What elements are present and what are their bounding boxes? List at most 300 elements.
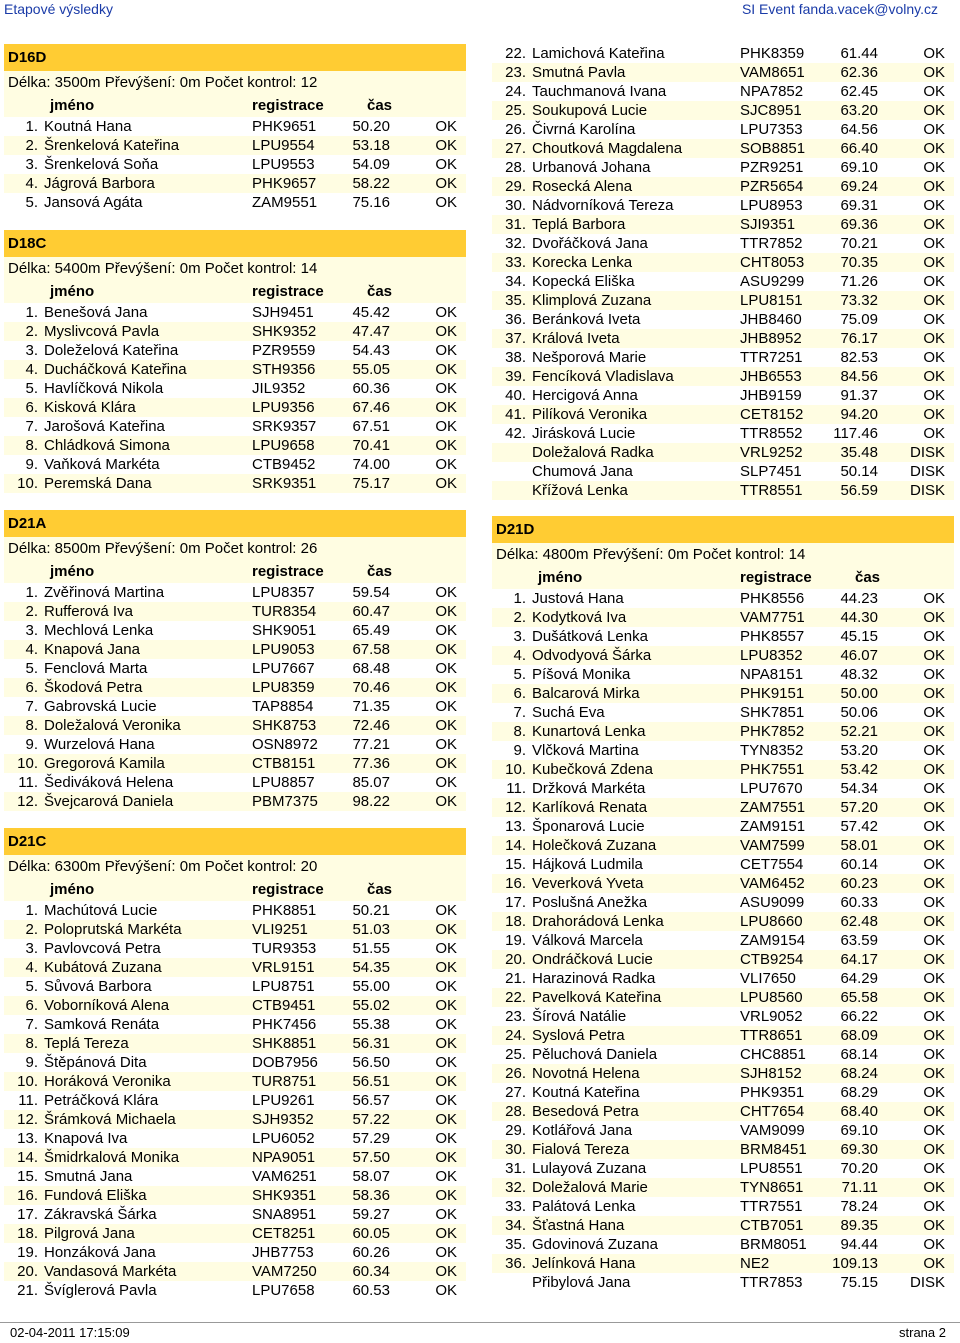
- registration: VLI9251: [252, 921, 308, 938]
- registration: JHB9159: [740, 387, 802, 404]
- column-headers: [4, 879, 466, 901]
- column-header-reg: registrace: [252, 97, 324, 114]
- column-header-name: jméno: [538, 569, 583, 586]
- runner-name: Šrenkelová Soňa: [44, 156, 159, 173]
- time: 67.51: [352, 418, 390, 435]
- rank: 5.: [25, 380, 38, 397]
- category-title: D16D: [4, 44, 466, 71]
- registration: TTR7853: [740, 1274, 803, 1291]
- runner-name: Fialová Tereza: [532, 1141, 630, 1158]
- rank: 24.: [505, 1027, 526, 1044]
- result-row: [492, 969, 954, 988]
- time: 70.35: [840, 254, 878, 271]
- runner-name: Pilgrová Jana: [44, 1225, 135, 1242]
- status: OK: [435, 1206, 457, 1223]
- result-row: [4, 1015, 466, 1034]
- runner-name: Gabrovská Lucie: [44, 698, 157, 715]
- status: OK: [435, 361, 457, 378]
- column-header-time: čas: [367, 283, 393, 300]
- registration: NPA8151: [740, 666, 804, 683]
- result-row: [492, 950, 954, 969]
- runner-name: Wurzelová Hana: [44, 736, 155, 753]
- time: 73.32: [840, 292, 878, 309]
- runner-name: Soukupová Lucie: [532, 102, 648, 119]
- category-0: [4, 44, 466, 212]
- result-row: [492, 988, 954, 1007]
- status: OK: [923, 837, 945, 854]
- rank: 32.: [505, 1179, 526, 1196]
- result-row: [4, 1205, 466, 1224]
- rank: 29.: [505, 1122, 526, 1139]
- status: OK: [435, 156, 457, 173]
- time: 68.14: [840, 1046, 878, 1063]
- status: OK: [923, 894, 945, 911]
- status: OK: [923, 216, 945, 233]
- column-header-time: čas: [367, 881, 393, 898]
- rank: 3.: [25, 156, 38, 173]
- time: 76.17: [840, 330, 878, 347]
- runner-name: Havlíčková Nikola: [44, 380, 164, 397]
- result-row: [4, 1034, 466, 1053]
- runner-name: Pěluchová Daniela: [532, 1046, 658, 1063]
- status: OK: [435, 1092, 457, 1109]
- rank: 16.: [505, 875, 526, 892]
- time: 62.36: [840, 64, 878, 81]
- registration: ASU9299: [740, 273, 805, 290]
- time: 71.11: [841, 1179, 878, 1196]
- result-row: [492, 874, 954, 893]
- runner-name: Smutná Jana: [44, 1168, 133, 1185]
- time: 67.58: [352, 641, 390, 658]
- rank: 17.: [505, 894, 526, 911]
- result-row: [4, 1224, 466, 1243]
- runner-name: Šťastná Hana: [532, 1217, 625, 1234]
- rank: 26.: [505, 121, 526, 138]
- rank: 4.: [25, 641, 38, 658]
- result-row: [4, 1167, 466, 1186]
- time: 94.20: [840, 406, 878, 423]
- time: 109.13: [832, 1255, 878, 1272]
- registration: VAM8651: [740, 64, 805, 81]
- status: DISK: [909, 1274, 945, 1291]
- runner-name: Veverková Yveta: [532, 875, 644, 892]
- result-row: [492, 1159, 954, 1178]
- rank: 40.: [505, 387, 526, 404]
- result-row: [4, 621, 466, 640]
- runner-name: Tauchmanová Ivana: [532, 83, 667, 100]
- runner-name: Jelínková Hana: [532, 1255, 636, 1272]
- rank: 27.: [505, 1084, 526, 1101]
- page-header: [0, 0, 960, 19]
- runner-name: Pilíková Veronika: [532, 406, 648, 423]
- registration: TTR8651: [740, 1027, 803, 1044]
- rank: 28.: [505, 159, 526, 176]
- rank: 10.: [17, 475, 38, 492]
- status: OK: [923, 121, 945, 138]
- registration: CTB8151: [252, 755, 316, 772]
- rank: 9.: [513, 742, 526, 759]
- result-row: [492, 424, 954, 443]
- category-title: D21A: [4, 510, 466, 537]
- registration: LPU9658: [252, 437, 315, 454]
- result-row: [492, 1178, 954, 1197]
- status: OK: [923, 349, 945, 366]
- registration: LPU8560: [740, 989, 803, 1006]
- rank: 27.: [505, 140, 526, 157]
- rank: 12.: [17, 793, 38, 810]
- registration: ZAM9154: [740, 932, 806, 949]
- result-row: [4, 958, 466, 977]
- rank: 4.: [25, 361, 38, 378]
- runner-name: Harazinová Radka: [532, 970, 656, 987]
- registration: LPU8953: [740, 197, 803, 214]
- rank: 29.: [505, 178, 526, 195]
- registration: TTR7251: [740, 349, 803, 366]
- registration: SJC8951: [740, 102, 802, 119]
- status: OK: [923, 1065, 945, 1082]
- time: 66.40: [840, 140, 878, 157]
- result-row: [4, 1091, 466, 1110]
- registration: VAM7599: [740, 837, 805, 854]
- runner-name: Hájková Ludmila: [532, 856, 643, 873]
- category-info: Délka: 5400m Převýšení: 0m Počet kontrol: 14: [4, 257, 466, 281]
- registration: LPU9356: [252, 399, 315, 416]
- runner-name: Horáková Veronika: [44, 1073, 171, 1090]
- runner-name: Zvěřinová Martina: [44, 584, 165, 601]
- registration: PBM7375: [252, 793, 318, 810]
- footer-divider: [0, 1322, 960, 1323]
- runner-name: Karlíková Renata: [532, 799, 648, 816]
- registration: TYN8352: [740, 742, 804, 759]
- runner-name: Jarošová Kateřina: [44, 418, 165, 435]
- registration: PHK9651: [252, 118, 317, 135]
- column-headers: [492, 567, 954, 589]
- runner-name: Suchá Eva: [532, 704, 605, 721]
- result-row: [492, 817, 954, 836]
- result-row: [492, 608, 954, 627]
- time: 66.22: [840, 1008, 878, 1025]
- registration: LPU8551: [740, 1160, 803, 1177]
- status: OK: [435, 1130, 457, 1147]
- result-row: [492, 627, 954, 646]
- result-row: [492, 462, 954, 481]
- registration: CHT7654: [740, 1103, 805, 1120]
- rank: 3.: [25, 342, 38, 359]
- status: OK: [923, 913, 945, 930]
- rank: 30.: [505, 197, 526, 214]
- rank: 42.: [505, 425, 526, 442]
- rank: 19.: [17, 1244, 38, 1261]
- registration: LPU9554: [252, 137, 315, 154]
- runner-name: Doležalová Marie: [532, 1179, 648, 1196]
- runner-name: Lamichová Kateřina: [532, 45, 665, 62]
- result-row: [492, 196, 954, 215]
- status: OK: [435, 921, 457, 938]
- registration: SNA8951: [252, 1206, 317, 1223]
- status: OK: [923, 1198, 945, 1215]
- status: OK: [435, 584, 457, 601]
- runner-name: Choutková Magdalena: [532, 140, 683, 157]
- result-row: [492, 405, 954, 424]
- status: OK: [923, 685, 945, 702]
- runner-name: Šediváková Helena: [44, 774, 174, 791]
- runner-name: Korecka Lenka: [532, 254, 633, 271]
- rank: 33.: [505, 1198, 526, 1215]
- runner-name: Zákravská Šárka: [44, 1206, 157, 1223]
- result-row: [492, 1216, 954, 1235]
- registration: LPU9553: [252, 156, 315, 173]
- runner-name: Mechlová Lenka: [44, 622, 154, 639]
- runner-name: Fencíková Vladislava: [532, 368, 674, 385]
- status: OK: [923, 1255, 945, 1272]
- result-row: [492, 665, 954, 684]
- status: OK: [923, 704, 945, 721]
- time: 61.44: [840, 45, 878, 62]
- runner-name: Myslivcová Pavla: [44, 323, 160, 340]
- runner-name: Šrenkelová Kateřina: [44, 137, 180, 154]
- runner-name: Beránková Iveta: [532, 311, 641, 328]
- rank: 1.: [25, 118, 38, 135]
- result-row: [492, 1235, 954, 1254]
- runner-name: Gregorová Kamila: [44, 755, 165, 772]
- result-row: [492, 481, 954, 500]
- time: 35.48: [840, 444, 878, 461]
- runner-name: Holečková Zuzana: [532, 837, 657, 854]
- result-row: [492, 1026, 954, 1045]
- result-row: [4, 417, 466, 436]
- rank: 22.: [505, 989, 526, 1006]
- time: 55.02: [352, 997, 390, 1014]
- runner-name: Pavelková Kateřina: [532, 989, 662, 1006]
- result-row: [492, 1140, 954, 1159]
- time: 89.35: [840, 1217, 878, 1234]
- time: 68.24: [840, 1065, 878, 1082]
- time: 54.09: [352, 156, 390, 173]
- runner-name: Šmidrkalová Monika: [44, 1149, 180, 1166]
- rank: 9.: [25, 736, 38, 753]
- runner-name: Ducháčková Kateřina: [44, 361, 187, 378]
- result-row: [4, 1262, 466, 1281]
- rank: 36.: [505, 311, 526, 328]
- registration: VAM6452: [740, 875, 805, 892]
- time: 69.10: [840, 159, 878, 176]
- status: OK: [923, 368, 945, 385]
- result-row: [4, 174, 466, 193]
- result-row: [4, 398, 466, 417]
- registration: VRL9052: [740, 1008, 803, 1025]
- column-headers: [4, 281, 466, 303]
- rank: 21.: [505, 970, 526, 987]
- rank: 1.: [25, 584, 38, 601]
- status: OK: [435, 1263, 457, 1280]
- result-row: [4, 901, 466, 920]
- category-1: [4, 230, 466, 493]
- runner-name: Válková Marcela: [532, 932, 643, 949]
- column-header-reg: registrace: [252, 563, 324, 580]
- runner-name: Teplá Tereza: [44, 1035, 129, 1052]
- status: OK: [435, 1073, 457, 1090]
- time: 44.23: [840, 590, 878, 607]
- result-row: [492, 684, 954, 703]
- status: OK: [435, 774, 457, 791]
- status: OK: [435, 679, 457, 696]
- column-header-name: jméno: [50, 97, 95, 114]
- rank: 32.: [505, 235, 526, 252]
- rank: 18.: [17, 1225, 38, 1242]
- registration: ASU9099: [740, 894, 805, 911]
- rank: 2.: [25, 921, 38, 938]
- status: OK: [435, 175, 457, 192]
- registration: PHK8557: [740, 628, 805, 645]
- time: 60.23: [840, 875, 878, 892]
- time: 69.10: [840, 1122, 878, 1139]
- column-header-reg: registrace: [252, 283, 324, 300]
- runner-name: Píšová Monika: [532, 666, 631, 683]
- status: OK: [435, 622, 457, 639]
- status: DISK: [909, 463, 945, 480]
- result-row: [492, 272, 954, 291]
- runner-name: Jansová Agáta: [44, 194, 143, 211]
- result-row: [4, 155, 466, 174]
- registration: CTB9254: [740, 951, 804, 968]
- category-5: [492, 516, 954, 1292]
- registration: LPU7670: [740, 780, 803, 797]
- registration: JHB8460: [740, 311, 802, 328]
- rank: 8.: [25, 717, 38, 734]
- result-row: [492, 82, 954, 101]
- result-row: [492, 120, 954, 139]
- registration: PZR5654: [740, 178, 804, 195]
- result-row: [4, 602, 466, 621]
- registration: LPU7353: [740, 121, 803, 138]
- time: 47.47: [352, 323, 390, 340]
- rank: 17.: [17, 1206, 38, 1223]
- runner-name: Kotlářová Jana: [532, 1122, 633, 1139]
- registration: CHC8851: [740, 1046, 806, 1063]
- runner-name: Vaňková Markéta: [44, 456, 160, 473]
- rank: 20.: [17, 1263, 38, 1280]
- status: OK: [435, 342, 457, 359]
- rank: 1.: [513, 590, 526, 607]
- result-row: [4, 697, 466, 716]
- time: 69.30: [840, 1141, 878, 1158]
- status: OK: [435, 475, 457, 492]
- time: 75.09: [840, 311, 878, 328]
- result-row: [4, 360, 466, 379]
- rank: 4.: [25, 175, 38, 192]
- rank: 6.: [513, 685, 526, 702]
- status: OK: [923, 197, 945, 214]
- status: OK: [923, 1084, 945, 1101]
- time: 63.59: [840, 932, 878, 949]
- time: 75.15: [840, 1274, 878, 1291]
- time: 71.26: [840, 273, 878, 290]
- footer-page-number: strana 2: [899, 1325, 946, 1340]
- status: OK: [435, 1054, 457, 1071]
- registration: LPU8151: [740, 292, 803, 309]
- result-row: [492, 1045, 954, 1064]
- rank: 6.: [25, 997, 38, 1014]
- time: 70.20: [840, 1160, 878, 1177]
- rank: 2.: [513, 609, 526, 626]
- runner-name: Smutná Pavla: [532, 64, 626, 81]
- rank: 5.: [25, 194, 38, 211]
- status: OK: [435, 603, 457, 620]
- status: OK: [435, 717, 457, 734]
- rank: 31.: [505, 1160, 526, 1177]
- runner-name: Králová Iveta: [532, 330, 620, 347]
- result-row: [492, 386, 954, 405]
- rank: 4.: [25, 959, 38, 976]
- result-row: [4, 1186, 466, 1205]
- registration: TUR8354: [252, 603, 317, 620]
- status: OK: [435, 323, 457, 340]
- registration: SHK9351: [252, 1187, 317, 1204]
- registration: OSN8972: [252, 736, 318, 753]
- registration: SHK9352: [252, 323, 317, 340]
- result-row: [4, 1053, 466, 1072]
- rank: 14.: [505, 837, 526, 854]
- column-header-name: jméno: [50, 881, 95, 898]
- footer-timestamp: 02-04-2011 17:15:09: [10, 1325, 130, 1340]
- status: OK: [435, 137, 457, 154]
- time: 51.55: [352, 940, 390, 957]
- registration: NE2: [740, 1255, 770, 1272]
- rank: 7.: [25, 698, 38, 715]
- registration: LPU7658: [252, 1282, 315, 1299]
- result-row: [492, 741, 954, 760]
- time: 54.43: [352, 342, 390, 359]
- time: 62.48: [840, 913, 878, 930]
- result-row: [4, 1148, 466, 1167]
- runner-name: Křížová Lenka: [532, 482, 628, 499]
- registration: TTR8551: [740, 482, 803, 499]
- status: OK: [923, 254, 945, 271]
- rank: 1.: [25, 304, 38, 321]
- result-row: [4, 1129, 466, 1148]
- result-row: [492, 158, 954, 177]
- time: 67.46: [352, 399, 390, 416]
- rank: 8.: [25, 1035, 38, 1052]
- runner-name: Odvodyová Šárka: [532, 647, 652, 664]
- rank: 10.: [17, 755, 38, 772]
- result-row: [492, 234, 954, 253]
- runner-name: Držková Markéta: [532, 780, 646, 797]
- time: 57.29: [352, 1130, 390, 1147]
- registration: LPU8660: [740, 913, 803, 930]
- registration: SOB8851: [740, 140, 806, 157]
- time: 85.07: [352, 774, 390, 791]
- time: 56.59: [840, 482, 878, 499]
- registration: BRM8451: [740, 1141, 807, 1158]
- result-row: [4, 773, 466, 792]
- time: 70.46: [352, 679, 390, 696]
- status: OK: [923, 590, 945, 607]
- column-header-time: čas: [855, 569, 881, 586]
- result-row: [4, 920, 466, 939]
- time: 58.36: [352, 1187, 390, 1204]
- rank: 2.: [25, 137, 38, 154]
- registration: PHK9151: [740, 685, 805, 702]
- runner-name: Urbanová Johana: [532, 159, 651, 176]
- registration: VAM7250: [252, 1263, 317, 1280]
- rank: 11.: [506, 780, 526, 797]
- runner-name: Kunartová Lenka: [532, 723, 646, 740]
- registration: DOB7956: [252, 1054, 318, 1071]
- rank: 33.: [505, 254, 526, 271]
- result-row: [492, 855, 954, 874]
- rank: 15.: [17, 1168, 38, 1185]
